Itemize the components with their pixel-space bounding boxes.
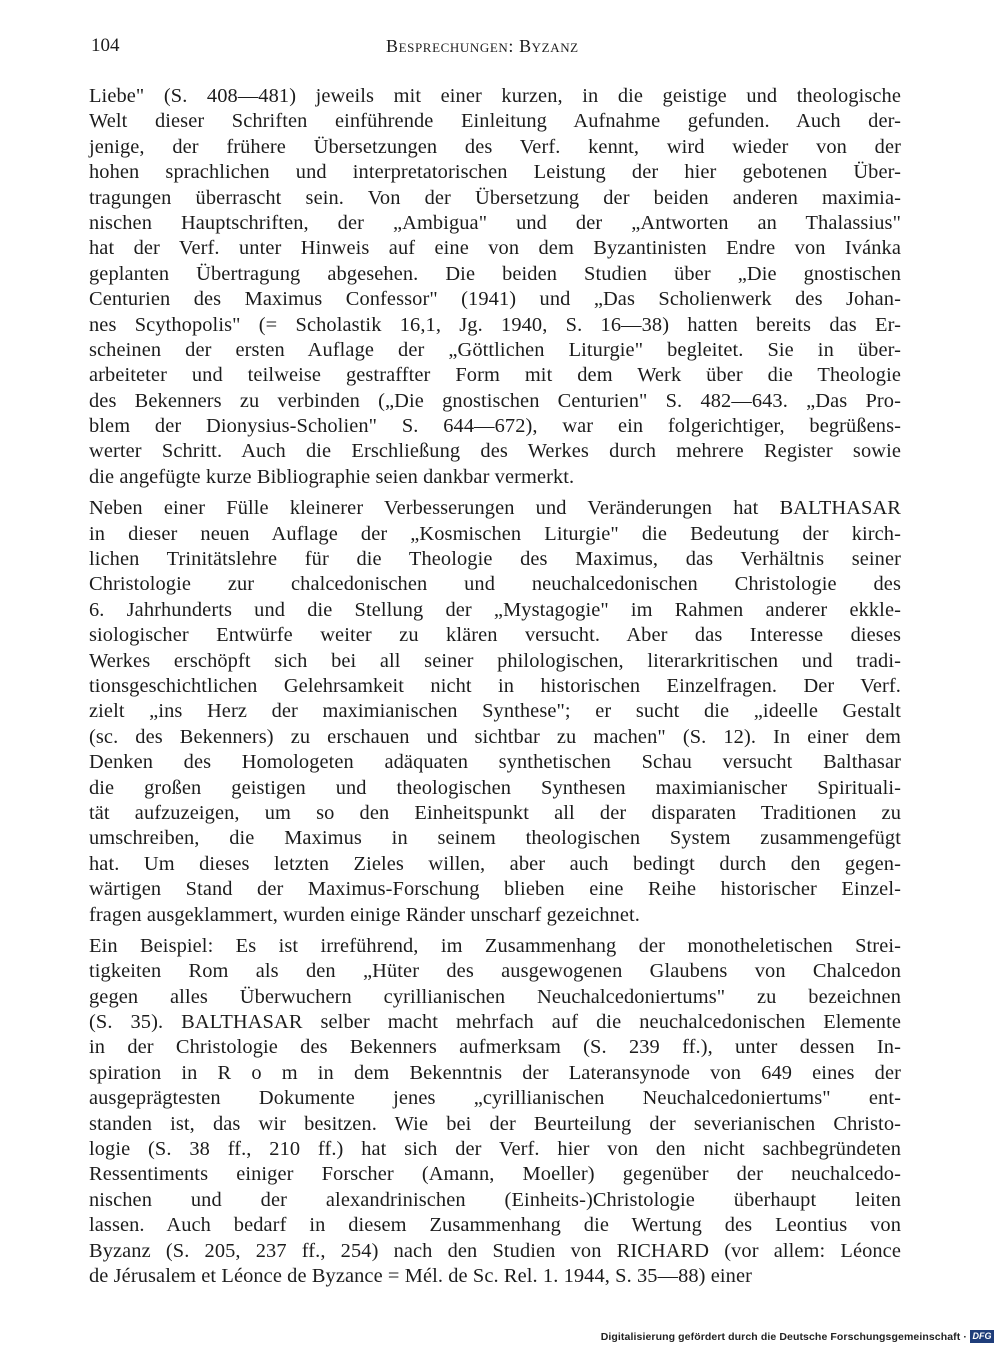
text-line: Christologie zur chalcedonischen und neuchalcedonischen Christologie des: [89, 573, 901, 596]
paragraph: [89, 934, 901, 1289]
text-line: Liebe" (S. 408—481) jeweils mit einer kurzen, in die geistige und theologische: [89, 85, 901, 107]
text-line: werter Schritt. Auch die Erschließung des Werkes durch mehrere Register sowie: [89, 440, 901, 463]
running-head: Besprechungen: Byzanz: [386, 36, 579, 56]
text-line: blem der Dionysius-Scholien" S. 644—672), war ein folgerichtiger, begrüßens-: [89, 415, 901, 438]
text-line: Ressentiments einiger Forscher (Amann, Moeller) gegenüber der neuchalcedo-: [89, 1163, 901, 1186]
footer-credit-text: Digitalisierung gefördert durch die Deutsche Forschungsgemeinschaft ·: [600, 1330, 967, 1343]
text-line: (sc. des Bekenners) zu erschauen und sichtbar zu machen" (S. 12). In einer dem: [89, 725, 901, 748]
text-line: hat. Um dieses letzten Zieles willen, aber auch bedingt durch den gegen-: [89, 852, 901, 875]
text-line: Centurien des Maximus Confessor" (1941) und „Das Scholienwerk des Johan-: [89, 288, 901, 311]
text-line: in dieser neuen Auflage der „Kosmischen Liturgie" die Bedeutung der kirch-: [89, 522, 901, 545]
page-number: 104: [91, 35, 120, 56]
body-text: [89, 84, 901, 1295]
text-line: Neben einer Fülle kleinerer Verbesserungen und Veränderungen hat BALTHASAR: [89, 497, 901, 520]
dfg-logo: DFG: [970, 1330, 994, 1343]
text-line: fragen ausgeklammert, wurden einige Ränder unscharf gezeichnet.: [89, 903, 640, 926]
text-line: nischen Hauptschriften, der „Ambigua" und der „Antworten an Thalassius": [89, 211, 901, 234]
text-line: Welt dieser Schriften einführende Einleitung Aufnahme gefunden. Auch der-: [89, 110, 901, 133]
text-line: hohen sprachlichen und interpretatorischen Leistung der hier gebotenen Über-: [89, 161, 901, 184]
text-line: Denken des Homologeten adäquaten synthetischen Schau versucht Balthasar: [89, 751, 901, 774]
text-line: tät aufzuzeigen, um so den Einheitspunkt all der disparaten Traditionen zu: [89, 801, 901, 824]
paragraph: [89, 84, 901, 490]
text-line: nes Scythopolis" (= Scholastik 16,1, Jg. 1940, S. 16—38) hatten bereits das Er-: [89, 313, 901, 336]
text-line: des Bekenners zu verbinden („Die gnostischen Centurien" S. 482—643. „Das Pro-: [89, 389, 901, 412]
text-line: wärtigen Stand der Maximus-Forschung blieben eine Reihe historischer Einzel-: [89, 878, 901, 901]
text-line: jenige, der frühere Übersetzungen des Verf. kennt, wird wieder von der: [89, 135, 901, 158]
text-line: in der Christologie des Bekenners aufmerksam (S. 239 ff.), unter dessen In-: [89, 1036, 901, 1059]
text-line: spiration in R o m in dem Bekenntnis der Lateransynode von 649 eines der: [89, 1061, 901, 1084]
text-line: gegen alles Überwuchern cyrillianischen Neuchalcedoniertums" zu bezeichnen: [89, 985, 901, 1008]
text-line: tionsgeschichtlichen Gelehrsamkeit nicht in historischen Einzelfragen. Der Verf.: [89, 674, 901, 697]
text-line: Byzanz (S. 205, 237 ff., 254) nach den Studien von RICHARD (vor allem: Léonce: [89, 1239, 901, 1262]
text-line: ausgeprägtesten Dokumente jenes „cyrillianischen Neuchalcedoniertums" ent-: [89, 1087, 901, 1110]
text-line: nischen und der alexandrinischen (Einheits-)Christologie überhaupt leiten: [89, 1188, 901, 1211]
text-line: tragungen überrascht sein. Von der Übersetzung der beiden anderen maximia-: [89, 186, 901, 209]
text-line: standen ist, das wir besitzen. Wie bei der Beurteilung der severianischen Christo-: [89, 1112, 901, 1135]
text-line: lassen. Auch bedarf in diesem Zusammenhang die Wertung des Leontius von: [89, 1214, 901, 1237]
text-line: 6. Jahrhunderts und die Stellung der „Mystagogie" im Rahmen anderer ekkle-: [89, 598, 901, 621]
text-line: logie (S. 38 ff., 210 ff.) hat sich der Verf. hier von den nicht sachbegründeten: [89, 1138, 901, 1161]
text-line: arbeiteter und teilweise gestraffter Form mit dem Werk über die Theologie: [89, 364, 901, 387]
paragraph: [89, 496, 901, 928]
text-line: tigkeiten Rom als den „Hüter des ausgewogenen Glaubens von Chalcedon: [89, 960, 901, 983]
text-line: umschreiben, die Maximus in seinem theologischen System zusammengefügt: [89, 827, 901, 850]
text-line: hat der Verf. unter Hinweis auf eine von dem Byzantinisten Endre von Ivánka: [89, 237, 901, 260]
text-line: de Jérusalem et Léonce de Byzance = Mél. de Sc. Rel. 1. 1944, S. 35—88) einer: [89, 1264, 753, 1287]
text-line: (S. 35). BALTHASAR selber macht mehrfach auf die neuchalcedonischen Elemente: [89, 1011, 901, 1034]
text-line: die großen geistigen und theologischen Synthesen maximianischer Spirituali-: [89, 776, 901, 799]
digitization-footer: [601, 1330, 994, 1343]
text-line: zielt „ins Herz der maximianischen Synthese"; er sucht die „ideelle Gestalt: [89, 700, 901, 723]
text-line: scheinen der ersten Auflage der „Göttlichen Liturgie" begleitet. Sie in über-: [89, 338, 901, 361]
text-line: lichen Trinitätslehre für die Theologie des Maximus, das Verhältnis seiner: [89, 548, 901, 571]
text-line: geplanten Übertragung abgesehen. Die beiden Studien über „Die gnostischen: [89, 262, 901, 285]
text-line: Ein Beispiel: Es ist irreführend, im Zusammenhang der monotheletischen Strei-: [89, 934, 901, 957]
text-line: siologischer Entwürfe weiter zu klären versucht. Aber das Interesse dieses: [89, 624, 901, 647]
text-line: die angefügte kurze Bibliographie seien dankbar vermerkt.: [89, 465, 575, 488]
text-line: Werkes erschöpft sich bei all seiner philologischen, literarkritischen und tradi-: [89, 649, 901, 672]
